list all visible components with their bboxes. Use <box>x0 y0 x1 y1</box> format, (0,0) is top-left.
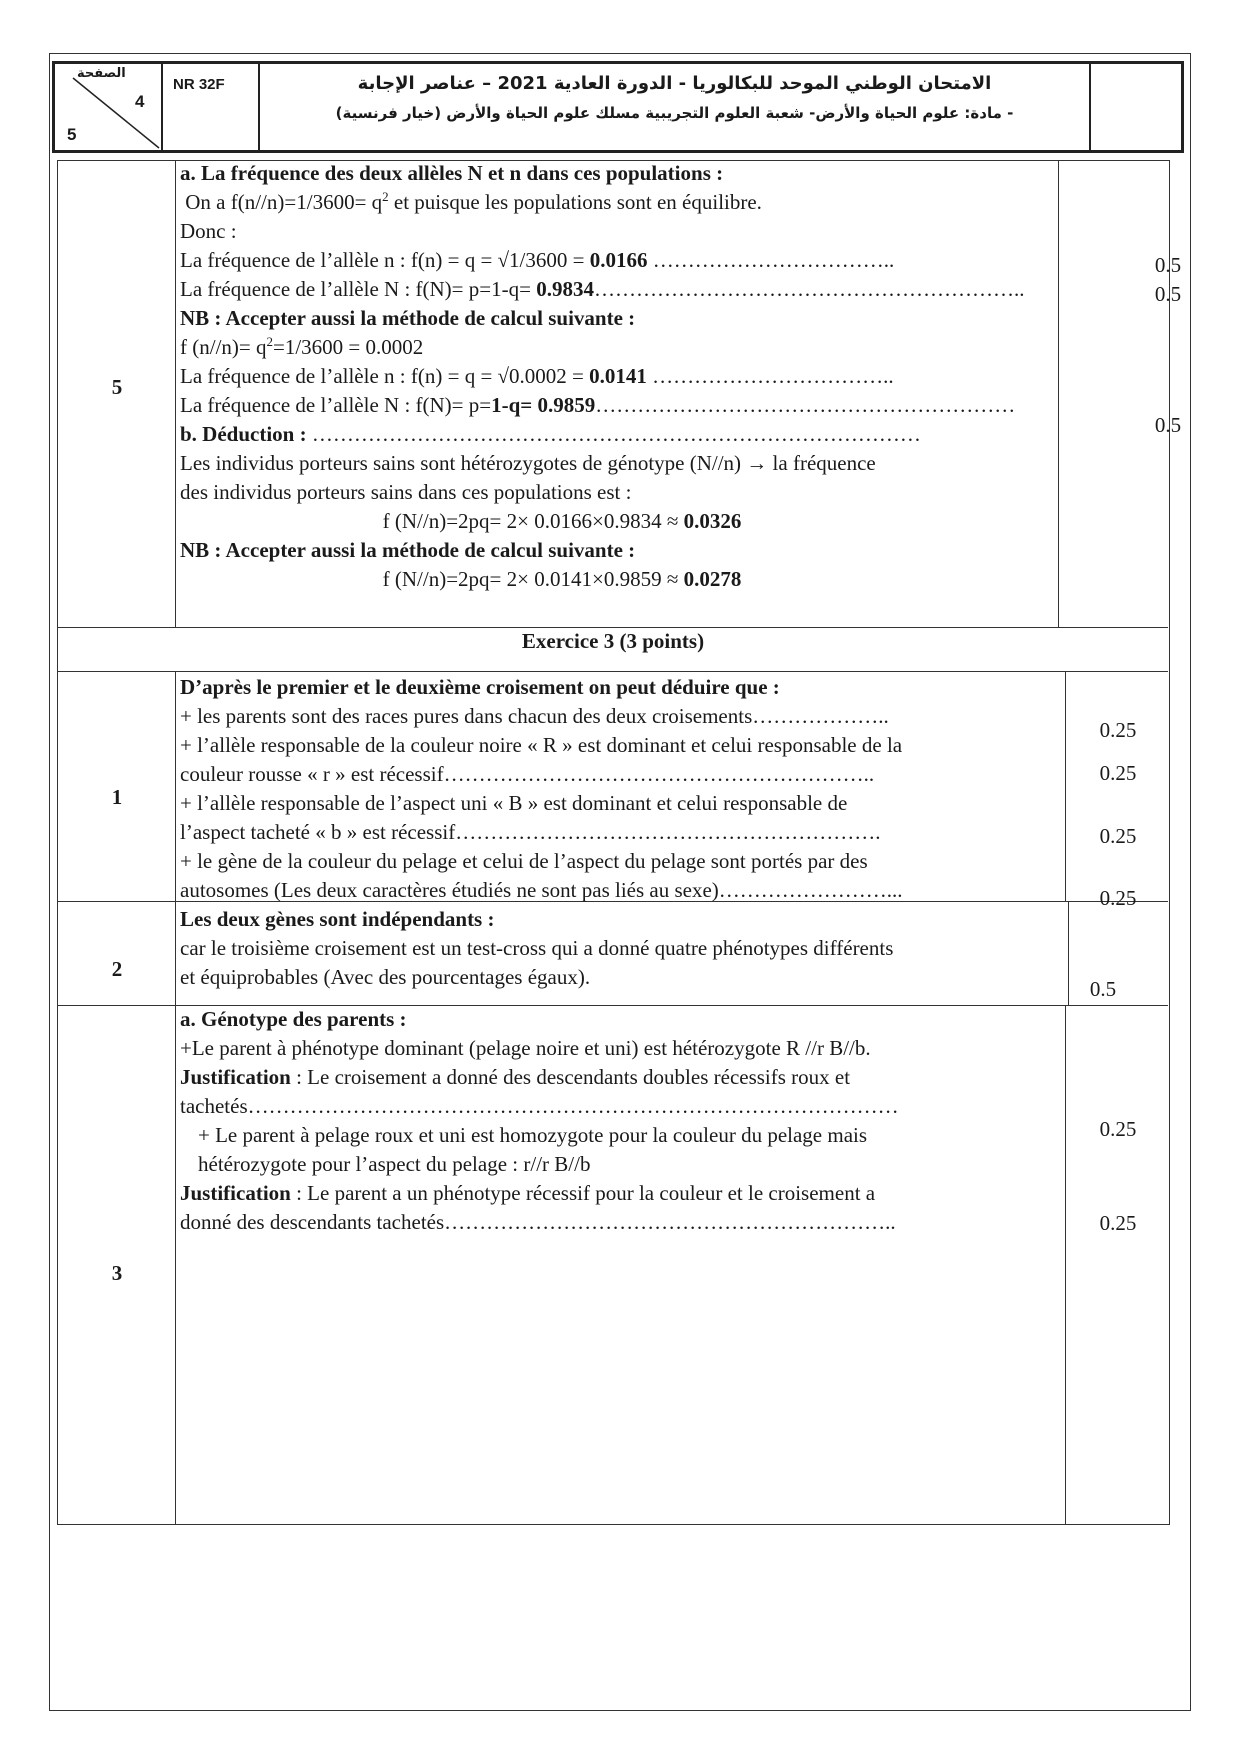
e3q1-line1: + les parents sont des races pures dans chacun des deux croisements……………….. <box>180 704 889 728</box>
page-total: 5 <box>67 125 77 144</box>
q5-line11b: 0.0278 <box>683 567 742 591</box>
q5-line9: des individus porteurs sains dans ces populations est : <box>180 480 632 504</box>
e3q3-justification2-text: : Le parent a un phénotype récessif pour la couleur et le croisement a <box>290 1181 876 1205</box>
e3q1-line6: + le gène de la couleur du pelage et celui de l’aspect du pelage sont portés par des <box>180 849 868 873</box>
q5-line4c: …………………………………………………….. <box>593 277 1025 301</box>
e3q1-line4: + l’allèle responsable de l’aspect uni « B » est dominant et celui responsable de <box>180 791 848 815</box>
e3q3-line2: tachetés………………………………………………………………………………… <box>180 1094 899 1118</box>
q5-line6c: …………………………….. <box>646 364 894 388</box>
question-number: 3 <box>111 1261 123 1285</box>
e3q2-title: Les deux gènes sont indépendants : <box>180 907 495 931</box>
q5-line1a: On a f(n//n)=1/3600= q <box>185 190 383 214</box>
score: 0.5 <box>1089 977 1117 1001</box>
question-5-answer <box>180 159 1054 594</box>
score: 0.5 <box>1154 282 1182 306</box>
q5-line10b: 0.0326 <box>683 509 742 533</box>
exam-title-line1: الامتحان الوطني الموحد للبكالوريا - الدورة العادية 2021 – عناصر الإجابة <box>357 73 992 94</box>
q5-line3a: La fréquence de l’allèle n : f(n) = q = √1/3600 = <box>180 248 590 272</box>
diagonal-divider <box>55 64 161 150</box>
e3q2-line2: et équiprobables (Avec des pourcentages égaux). <box>180 965 591 989</box>
e3q1-line3: couleur rousse « r » est récessif…………………………………………………….. <box>180 762 875 786</box>
score: 0.25 <box>1099 824 1137 848</box>
row-divider <box>58 671 1168 672</box>
q5-line3b: 0.0166 <box>589 248 648 272</box>
e3q2-line1: car le troisième croisement est un test-cross qui a donné quatre phénotypes différents <box>180 936 894 960</box>
exam-title-line2: - مادة: علوم الحياة والأرض- شعبة العلوم التجريبية مسلك علوم الحياة والأرض (خيار فرنسية) <box>335 104 1014 122</box>
q5-line1-exponent: 2 <box>382 189 389 204</box>
q5-nb2: NB : Accepter aussi la méthode de calcul suivante : <box>180 538 636 562</box>
question-number: 5 <box>111 375 123 399</box>
q5-line3c: …………………………….. <box>647 248 895 272</box>
q5-deduction: b. Déduction : <box>180 422 312 446</box>
e3q3-line1: +Le parent à phénotype dominant (pelage noire et uni) est hétérozygote R //r B//b. <box>180 1036 871 1060</box>
page-label: الصفحة <box>77 66 126 81</box>
answer-table <box>57 160 1182 1525</box>
q5-line6a: La fréquence de l’allèle n : f(n) = q = √0.0002 = <box>180 364 590 388</box>
q5-line5b: =1/3600 = 0.0002 <box>273 335 424 359</box>
q5-title: a. La fréquence des deux allèles N et n dans ces populations : <box>180 161 724 185</box>
e3-question-3-answer <box>180 1005 1060 1237</box>
question-number: 2 <box>111 957 123 981</box>
exam-title <box>260 64 1091 150</box>
e3q1-line7: autosomes (Les deux caractères étudiés ne sont pas liés au sexe)……………………... <box>180 878 903 902</box>
question-number: 1 <box>111 785 123 809</box>
q5-line2: Donc : <box>180 219 237 243</box>
q5-line7c: …………………………………………………… <box>595 393 1016 417</box>
q5-line11a: f (N//n)=2pq= 2× 0.0141×0.9859 ≈ <box>382 567 684 591</box>
page-current: 4 <box>135 92 145 111</box>
q5-line8: Les individus porteurs sains sont hétérozygotes de génotype (N//n) → la fréquence <box>180 451 876 475</box>
score: 0.5 <box>1154 253 1182 277</box>
col-divider <box>1065 1005 1066 1524</box>
e3q3-line3: + Le parent à pelage roux et uni est homozygote pour la couleur du pelage mais <box>198 1123 868 1147</box>
q5-line5a: f (n//n)= q <box>180 335 267 359</box>
header-empty-cell <box>1091 64 1181 150</box>
col-divider <box>1058 161 1059 627</box>
exam-code: NR 32F <box>163 64 260 150</box>
e3q1-title: D’après le premier et le deuxième croisement on peut déduire que : <box>180 675 780 699</box>
q5-line10a: f (N//n)=2pq= 2× 0.0166×0.9834 ≈ <box>382 509 684 533</box>
e3q3-justification-text: : Le croisement a donné des descendants doubles récessifs roux et <box>290 1065 851 1089</box>
q5-line7b: 1-q= 0.9859 <box>491 393 596 417</box>
exercise-3-title: Exercice 3 (3 points) <box>521 629 705 653</box>
q5-line4a: La fréquence de l’allèle N : f(N)= p=1-q= <box>180 277 537 301</box>
score: 0.25 <box>1099 718 1137 742</box>
q5-line5-exponent: 2 <box>266 334 273 349</box>
score: 0.25 <box>1099 761 1137 785</box>
q5-deduction-dots: …………………………………………………………………………… <box>311 422 921 446</box>
e3q3-justification2-label: Justification <box>180 1181 291 1205</box>
score: 0.25 <box>1099 1117 1137 1141</box>
e3-question-1-answer <box>180 673 1060 905</box>
e3q3-line4: hétérozygote pour l’aspect du pelage : r//r B//b <box>198 1152 591 1176</box>
q5-line7a: La fréquence de l’allèle N : f(N)= p= <box>180 393 492 417</box>
e3-question-2-answer <box>180 905 1060 992</box>
q5-line1b: et puisque les populations sont en équilibre. <box>388 190 762 214</box>
score: 0.25 <box>1099 886 1137 910</box>
q5-nb1: NB : Accepter aussi la méthode de calcul suivante : <box>180 306 636 330</box>
score: 0.5 <box>1154 413 1182 437</box>
q5-line6b: 0.0141 <box>589 364 647 388</box>
e3q3-justification-label: Justification <box>180 1065 291 1089</box>
page-number-cell <box>55 64 163 150</box>
e3q1-line2: + l’allèle responsable de la couleur noire « R » est dominant et celui responsable de la <box>180 733 903 757</box>
exam-header <box>52 61 1184 153</box>
e3q3-line5: donné des descendants tachetés……………………………………………………….. <box>180 1210 896 1234</box>
col-divider <box>1065 671 1066 901</box>
e3q3-title: a. Génotype des parents : <box>180 1007 407 1031</box>
row-divider <box>58 627 1168 628</box>
score: 0.25 <box>1099 1211 1137 1235</box>
q5-line4b: 0.9834 <box>536 277 594 301</box>
e3q1-line5: l’aspect tacheté « b » est récessif……………………………………………………. <box>180 820 881 844</box>
